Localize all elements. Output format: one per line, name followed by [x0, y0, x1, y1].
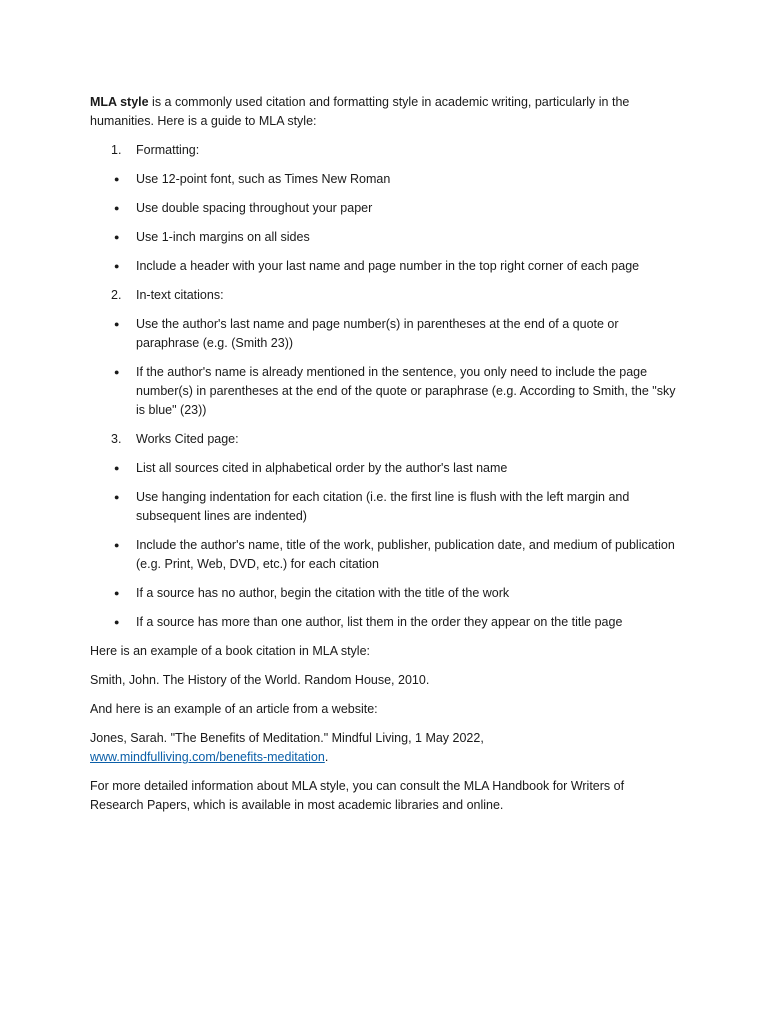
list-item: ● Use hanging indentation for each citation (i.e. the first line is flush with the left margin and subsequent lines are indented): [90, 488, 678, 526]
list-item: ● Use double spacing throughout your paper: [90, 199, 678, 218]
bullet-icon: ●: [114, 319, 120, 329]
closing-paragraph: For more detailed information about MLA style, you can consult the MLA Handbook for Writers of Research Papers, which is available in most academic libraries and online.: [90, 779, 625, 812]
bullet-icon: ●: [114, 261, 120, 271]
article-citation-example: [90, 729, 678, 767]
bullet-icon: ●: [114, 463, 120, 473]
bullet-icon: ●: [114, 203, 120, 213]
list-item: ● Include the author's name, title of the work, publisher, publication date, and medium of publication (e.g. Print, Web, DVD, etc.) for each citation: [90, 536, 678, 574]
bullet-icon: ●: [114, 588, 120, 598]
book-example-label: Here is an example of a book citation in MLA style:: [90, 644, 371, 658]
article-url-link[interactable]: www.mindfulliving.com/benefits-meditation: [90, 750, 325, 764]
section-title: Formatting:: [136, 143, 200, 157]
list-item: ● Include a header with your last name and page number in the top right corner of each page: [90, 257, 678, 276]
list-item: ● If a source has no author, begin the citation with the title of the work: [90, 584, 678, 603]
article-citation-text: Jones, Sarah. "The Benefits of Meditation." Mindful Living, 1 May 2022,: [90, 731, 484, 745]
section-title: In-text citations:: [136, 288, 224, 302]
intro-paragraph: [90, 93, 678, 131]
bullet-icon: ●: [114, 367, 120, 377]
bullet-icon: ●: [114, 174, 120, 184]
intro-text: is a commonly used citation and formatting style in academic writing, particularly in the humanities. Here is a guide to MLA style:: [90, 95, 630, 128]
list-item: ● If the author's name is already mentioned in the sentence, you only need to include the page number(s) in parentheses at the end of the quote or paraphrase (e.g. According to Smith, the "sky is blue" (23)): [90, 363, 678, 420]
list-item: ● Use 12-point font, such as Times New Roman: [90, 170, 678, 189]
book-citation-example: Smith, John. The History of the World. Random House, 2010.: [90, 673, 430, 687]
list-item: ● Use the author's last name and page number(s) in parentheses at the end of a quote or paraphrase (e.g. (Smith 23)): [90, 315, 678, 353]
section-number: 1.: [111, 143, 122, 157]
section-heading-in-text-citations: [90, 286, 678, 305]
section-title: Works Cited page:: [136, 432, 239, 446]
article-example-label: And here is an example of an article from a website:: [90, 702, 378, 716]
list-item: ● Use 1-inch margins on all sides: [90, 228, 678, 247]
bullet-icon: ●: [114, 232, 120, 242]
list-item: ● If a source has more than one author, list them in the order they appear on the title page: [90, 613, 678, 632]
section-heading-works-cited: [90, 430, 678, 449]
intro-bold-term: MLA style: [90, 95, 149, 109]
section-number: 3.: [111, 432, 122, 446]
list-item: ● List all sources cited in alphabetical order by the author's last name: [90, 459, 678, 478]
bullet-icon: ●: [114, 492, 120, 502]
section-heading-formatting: [90, 141, 678, 160]
bullet-icon: ●: [114, 540, 120, 550]
article-citation-period: .: [324, 750, 329, 764]
bullet-icon: ●: [114, 617, 120, 627]
section-number: 2.: [111, 288, 122, 302]
